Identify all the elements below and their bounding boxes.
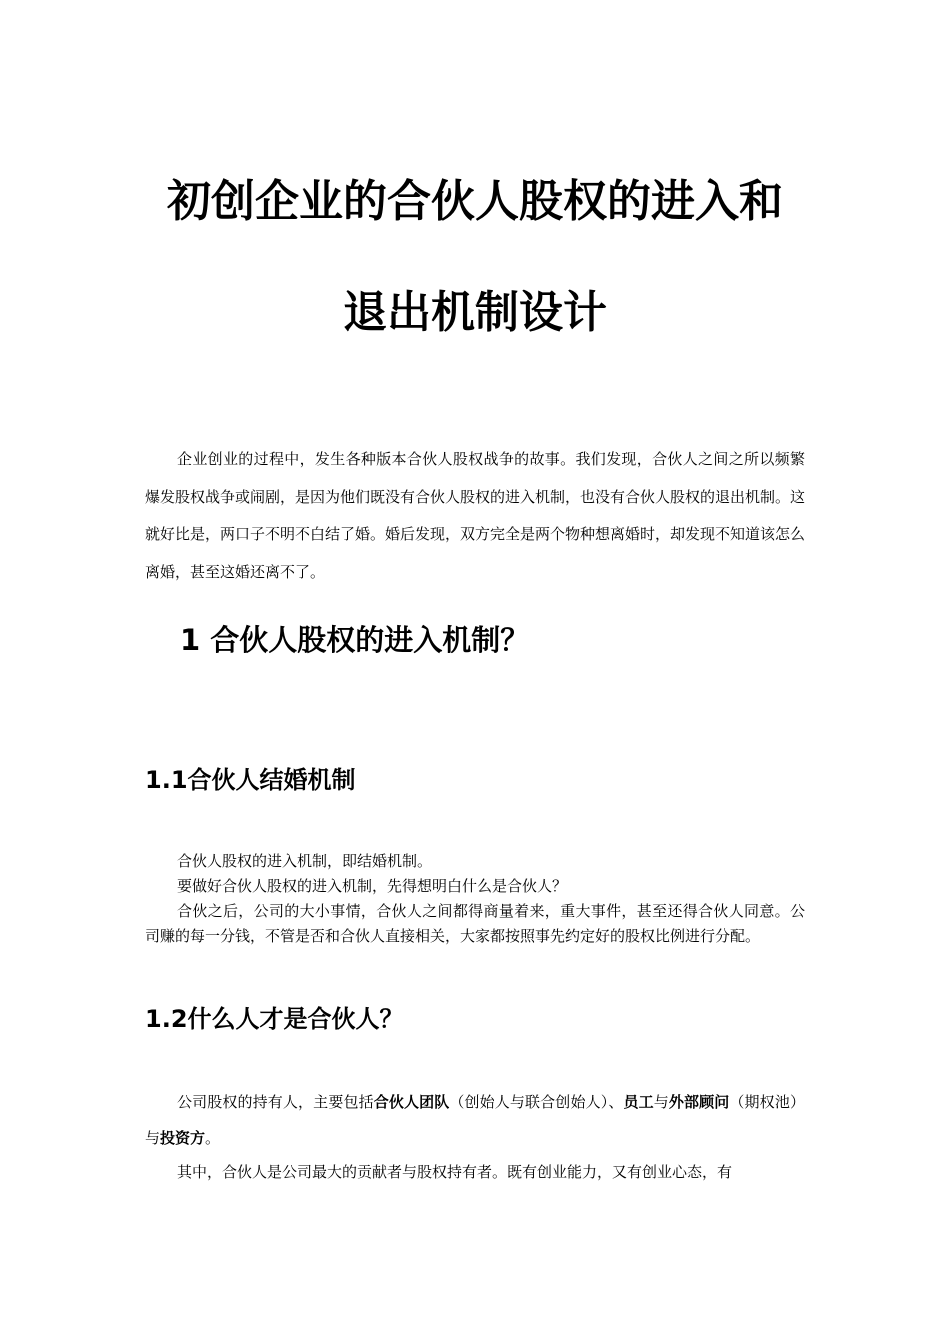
section-1-heading: 1 合伙人股权的进入机制？ [180,623,530,657]
section-1-2-paragraph-1 [145,1084,805,1156]
text-run: 与 [653,1093,669,1111]
section-1-1-heading: 1.1合伙人结婚机制 [145,766,356,794]
text-run: 。 [205,1129,221,1147]
text-run: 公司股权的持有人，主要包括 [177,1093,374,1111]
bold-term-partner-team: 合伙人团队 [373,1093,450,1111]
intro-paragraph: 企业创业的过程中，发生各种版本合伙人股权战争的故事。我们发现，合伙人之间之所以频繁爆发股权战争或闹剧，是因为他们既没有合伙人股权的进入机制，也没有合伙人股权的退出机制。这就好比是，两口子不明不白结了婚。婚后发现，双方完全是两个物种想离婚时，却发现不知道该怎么离婚，甚至这婚还离不了。 [145,450,806,581]
section-1-1-paragraph-2: 要做好合伙人股权的进入机制，先得想明白什么是合伙人？ [177,877,568,895]
bold-term-investors: 投资方 [160,1129,206,1147]
text-run: （创始人与联合创始人）、 [449,1093,624,1111]
section-1-2-paragraph-2: 其中，合伙人是公司最大的贡献者与股权持有者。既有创业能力，又有创业心态，有 [177,1163,733,1181]
document-title-line-2: 退出机制设计 [343,287,607,338]
section-1-2-heading: 1.2什么人才是合伙人？ [145,1005,404,1033]
bold-term-external-advisors: 外部顾问 [668,1093,730,1111]
document-title-line-1: 初创企业的合伙人股权的进入和 [167,176,783,227]
text-run: （期权池）与 [145,1093,805,1147]
section-1-1-paragraph-3: 合伙之后，公司的大小事情，合伙人之间都得商量着来，重大事件，甚至还得合伙人同意。公司赚的每一分钱，不管是否和合伙人直接相关，大家都按照事先约定好的股权比例进行分配。 [145,902,805,945]
bold-term-employees: 员工 [623,1093,654,1111]
section-1-1-paragraph-1: 合伙人股权的进入机制，即结婚机制。 [177,852,433,870]
